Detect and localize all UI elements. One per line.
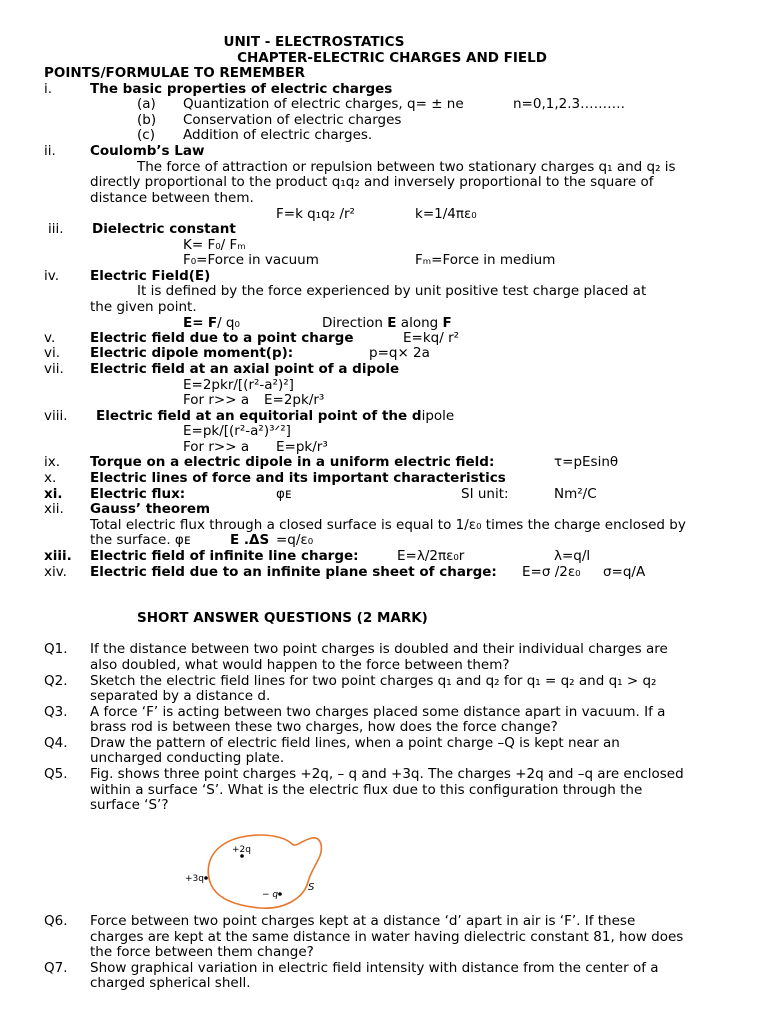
item-number: xii. (44, 501, 64, 517)
formula-bold: E .ΔS (230, 532, 270, 548)
body-text: the given point. (90, 299, 197, 315)
item-title: Torque on a electric dipole in a uniform electric field: (90, 454, 495, 470)
charge-label-3q: +3q (185, 874, 204, 884)
item-title: Electric field of infinite line charge: (90, 548, 359, 564)
question-text: Force between two point charges kept at a distance ‘d’ apart in air is ‘F’. If these (90, 913, 636, 929)
item-number: xiii. (44, 548, 72, 564)
item-number: x. (44, 470, 57, 486)
question-text: charged spherical shell. (90, 975, 251, 991)
formula-text: Direction (322, 315, 388, 331)
question-number: Q6. (44, 913, 68, 929)
item-number: vi. (44, 345, 61, 361)
formula: λ=q/l (554, 548, 591, 564)
formula-text: along (396, 315, 443, 331)
sub-text: Conservation of electric charges (183, 112, 402, 128)
question-text: Fig. shows three point charges +2q, – q and +3q. The charges +2q and –q are enclosed (90, 766, 684, 782)
formula: F₀=Force in vacuum (183, 252, 319, 268)
question-text: A force ‘F’ is acting between two charges placed some distance apart in vacuum. If a (90, 704, 666, 720)
question-text: within a surface ‘S’. What is the electric flux due to this configuration through the (90, 782, 643, 798)
formula: E=kq/ r² (403, 330, 460, 346)
question-number: Q2. (44, 673, 68, 689)
formula (183, 315, 240, 331)
question-number: Q7. (44, 960, 68, 976)
formula-bold: F (207, 315, 218, 331)
question-text: uncharged conducting plate. (90, 750, 285, 766)
charge-dot-neg-q (278, 892, 282, 896)
question-text: If the distance between two point charges is doubled and their individual charges are (90, 641, 668, 657)
item-title-bold: Electric field at an equitorial point of the d (96, 408, 422, 424)
item-number: xiv. (44, 564, 67, 580)
item-number: ii. (44, 143, 56, 159)
item-title: Dielectric constant (92, 221, 236, 237)
formula (322, 315, 452, 331)
section-heading: SHORT ANSWER QUESTIONS (2 MARK) (137, 610, 428, 626)
formula-bold: F (442, 315, 452, 331)
unit-title: UNIT - ELECTROSTATICS (223, 34, 405, 50)
chapter-title: CHAPTER-ELECTRIC CHARGES AND FIELD (237, 50, 547, 66)
formula: F=k q₁q₂ /r² (276, 206, 355, 222)
item-number: iv. (44, 268, 59, 284)
formula: E=pk/r³ (276, 439, 328, 455)
body-text: directly proportional to the product q₁q₂ and inversely proportional to the square of (90, 174, 654, 190)
formula: E=σ /2ε₀ (522, 564, 581, 580)
formula: E=2pkr/[(r²-a²)²] (183, 377, 294, 393)
formula: k=1/4πε₀ (415, 206, 477, 222)
question-text: also doubled, what would happen to the force between them? (90, 657, 510, 673)
question-text: Sketch the electric field lines for two point charges q₁ and q₂ for q₁ = q₂ and q₁ > q₂ (90, 673, 657, 689)
item-title: Electric field at an axial point of a dipole (90, 361, 400, 377)
body-text: distance between them. (90, 190, 254, 206)
question-number: Q5. (44, 766, 68, 782)
question-number: Q4. (44, 735, 68, 751)
formula: Nm²/C (554, 486, 597, 502)
sub-text: Addition of electric charges. (183, 127, 373, 143)
body-text: The force of attraction or repulsion between two stationary charges q₁ and q₂ is (137, 159, 676, 175)
item-title: The basic properties of electric charges (90, 81, 393, 97)
gauss-surface-figure (180, 828, 330, 913)
formula-rest: / q₀ (217, 315, 240, 331)
charge-label-2q: +2q (232, 845, 251, 855)
formula: τ=pEsinθ (554, 454, 619, 470)
formula: =q/ε₀ (276, 532, 314, 548)
formula: E=λ/2πε₀r (397, 548, 465, 564)
question-text: the force between them change? (90, 944, 314, 960)
question-number: Q1. (44, 641, 68, 657)
sub-label: (b) (137, 112, 157, 128)
item-title: Electric field due to an infinite plane sheet of charge: (90, 564, 497, 580)
sub-label: (a) (137, 96, 156, 112)
question-text: surface ‘S’? (90, 797, 169, 813)
sub-label: (c) (137, 127, 155, 143)
item-title-rest: ipole (421, 408, 455, 424)
question-number: Q3. (44, 704, 68, 720)
points-heading: POINTS/FORMULAE TO REMEMBER (44, 65, 306, 81)
item-title: Gauss’ theorem (90, 501, 211, 517)
question-text: separated by a distance d. (90, 688, 271, 704)
charge-dot-3q (204, 876, 208, 880)
question-text: Draw the pattern of electric field lines, when a point charge –Q is kept near an (90, 735, 620, 751)
formula: For r>> a (183, 439, 250, 455)
item-title: Electric dipole moment(p): (90, 345, 294, 361)
item-title: Coulomb’s Law (90, 143, 205, 159)
formula: E=2pk/r³ (264, 392, 325, 408)
formula: For r>> a (183, 392, 250, 408)
formula: E=pk/[(r²-a²)³ᐟ²] (183, 423, 291, 439)
item-title (96, 408, 454, 424)
item-number: i. (44, 81, 53, 97)
item-title: Electric field due to a point charge (90, 330, 354, 346)
item-title: Electric lines of force and its important characteristics (90, 470, 506, 486)
formula: σ=q/A (603, 564, 646, 580)
formula: Fₘ=Force in medium (415, 252, 556, 268)
item-number: iii. (48, 221, 64, 237)
body-text: the surface. φᴇ (90, 532, 191, 548)
body-text: Total electric flux through a closed surface is equal to 1/ε₀ times the charge enclosed by (90, 517, 686, 533)
item-title: Electric Field(E) (90, 268, 211, 284)
formula: φᴇ (276, 486, 292, 502)
question-text: charges are kept at the same distance in water having dielectric constant 81, how does (90, 929, 684, 945)
formula-bold: E (387, 315, 397, 331)
item-title: Electric flux: (90, 486, 186, 502)
body-text: It is defined by the force experienced by unit positive test charge placed at (137, 283, 647, 299)
item-number: ix. (44, 454, 61, 470)
question-text: Show graphical variation in electric field intensity with distance from the center of a (90, 960, 659, 976)
surface-label-s: S (308, 882, 315, 893)
formula-bold: E= (183, 315, 204, 331)
item-number: viii. (44, 408, 68, 424)
item-number: v. (44, 330, 56, 346)
sub-text: n=0,1,2.3………. (513, 96, 625, 112)
sub-text: Quantization of electric charges, q= ± ne (183, 96, 464, 112)
formula: K= F₀/ Fₘ (183, 237, 246, 253)
formula: p=q× 2a (369, 345, 430, 361)
question-text: brass rod is between these two charges, how does the force change? (90, 719, 558, 735)
item-number: xi. (44, 486, 63, 502)
item-number: vii. (44, 361, 64, 377)
formula: SI unit: (461, 486, 509, 502)
charge-label-neg-q: − q (262, 890, 279, 900)
